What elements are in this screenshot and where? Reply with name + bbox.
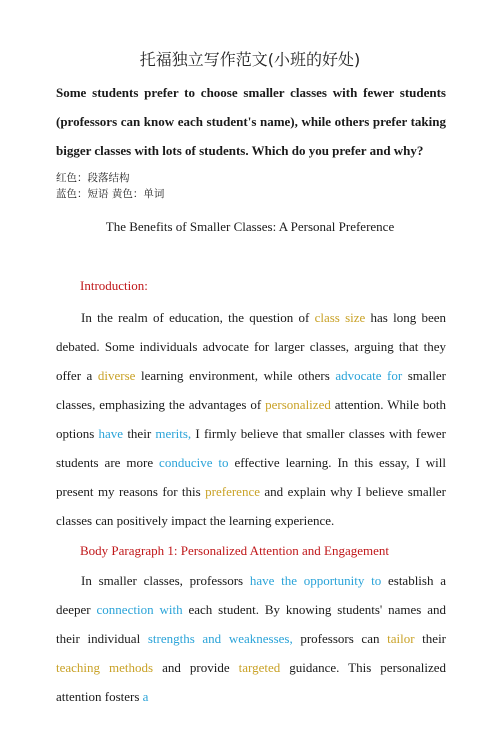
text-segment: has long been debated. Some individuals advocate for larger classes, arguing that they offer a xyxy=(56,310,446,383)
body1-paragraph xyxy=(56,566,446,711)
text-segment: and explain why I believe smaller classes can positively impact the learning experience. xyxy=(56,484,446,528)
essay-prompt: Some students prefer to choose smaller classes with fewer students (professors can know each student's name), while others prefer taking bigger classes with lots of students. Which do you prefer and why? xyxy=(56,85,446,158)
highlighted-phrase: have the opportunity to xyxy=(249,573,382,588)
text-segment: guidance. This personalized attention fosters xyxy=(56,660,446,704)
text-segment: In the realm of education, the question of xyxy=(81,310,315,325)
text-segment: their xyxy=(123,426,156,441)
intro-heading: Introduction: xyxy=(80,278,148,293)
text-segment: attention. While both options xyxy=(56,397,446,441)
highlighted-word: diverse xyxy=(97,368,136,383)
text-segment: professors can xyxy=(292,631,388,646)
text-segment: smaller classes, emphasizing the advantages of xyxy=(56,368,447,412)
highlighted-word: preference xyxy=(205,484,260,499)
highlighted-word: personalized xyxy=(265,397,331,412)
highlighted-word: class size xyxy=(314,310,366,325)
highlighted-word: targeted xyxy=(238,660,281,675)
document-title: 托福独立写作范文(小班的好处) xyxy=(139,50,361,69)
text-segment: effective learning. In this essay, I will present my reasons for this xyxy=(56,455,446,499)
text-segment: and provide xyxy=(153,660,239,675)
color-legend-phrase-word: 蓝色：短语 黄色：单词 xyxy=(56,188,165,200)
body1-heading: Body Paragraph 1: Personalized Attention and Engagement xyxy=(80,543,390,558)
highlighted-phrase: a xyxy=(142,689,149,704)
highlighted-phrase: have xyxy=(98,426,124,441)
highlighted-word: tailor xyxy=(387,631,415,646)
text-segment: each student. By knowing students' names and their individual xyxy=(56,602,447,646)
color-legend-structure: 红色：段落结构 xyxy=(56,172,130,184)
essay-title: The Benefits of Smaller Classes: A Personal Preference xyxy=(105,219,395,234)
text-segment: In smaller classes, professors xyxy=(81,573,250,588)
intro-paragraph xyxy=(56,303,446,535)
highlighted-phrase: strengths and weaknesses, xyxy=(147,631,293,646)
text-segment: establish a deeper xyxy=(56,573,446,617)
highlighted-phrase: connection with xyxy=(96,602,183,617)
highlighted-word: teaching methods xyxy=(56,660,154,675)
highlighted-phrase: conducive to xyxy=(159,455,229,470)
text-segment: their xyxy=(414,631,447,646)
text-segment: I firmly believe that smaller classes with fewer students are more xyxy=(56,426,446,470)
highlighted-phrase: merits, xyxy=(155,426,192,441)
highlighted-phrase: advocate for xyxy=(335,368,403,383)
text-segment: learning environment, while others xyxy=(135,368,336,383)
